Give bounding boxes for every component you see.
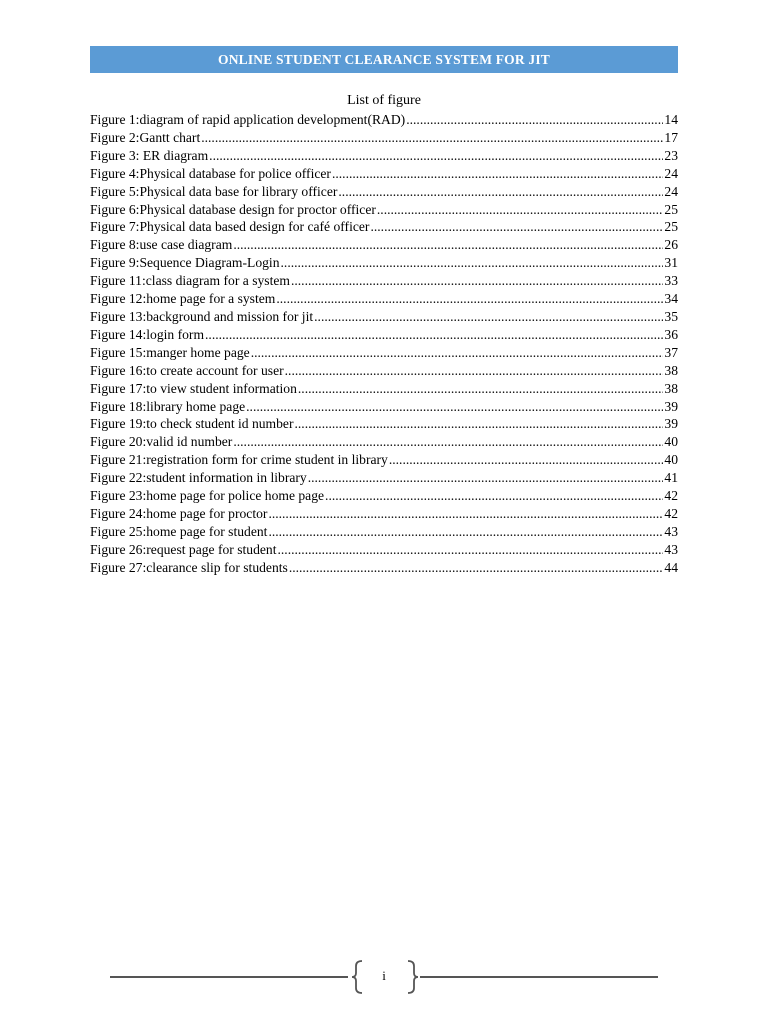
dot-leader — [332, 165, 663, 183]
figure-list-item[interactable] — [90, 344, 678, 362]
list-of-figures-title: List of figure — [347, 93, 421, 108]
list-of-figures — [90, 111, 678, 577]
figure-label: Figure 19:to check student id number — [90, 416, 294, 432]
figure-page-number: 23 — [664, 147, 678, 163]
figure-label: Figure 8:use case diagram — [90, 237, 233, 253]
figure-page-number: 35 — [664, 308, 678, 324]
figure-page-number: 33 — [664, 273, 678, 289]
figure-list-item[interactable] — [90, 380, 678, 398]
figure-list-item[interactable] — [90, 272, 678, 290]
figure-page-number: 38 — [664, 380, 678, 396]
dot-leader — [406, 111, 663, 129]
figure-list-item[interactable] — [90, 487, 678, 505]
figure-label: Figure 27:clearance slip for students — [90, 559, 288, 575]
figure-list-item[interactable] — [90, 183, 678, 201]
figure-list-item[interactable] — [90, 523, 678, 541]
dot-leader — [291, 272, 663, 290]
right-brace-icon — [406, 960, 418, 994]
figure-label: Figure 13:background and mission for jit — [90, 308, 314, 324]
figure-label: Figure 15:manger home page — [90, 344, 250, 360]
figure-label: Figure 21:registration form for crime student in library — [90, 452, 388, 468]
figure-label: Figure 4:Physical database for police officer — [90, 165, 331, 181]
footer-rule-right — [420, 976, 658, 978]
dot-leader — [298, 380, 664, 398]
figure-label: Figure 2:Gantt chart — [90, 129, 201, 145]
figure-list-item[interactable] — [90, 218, 678, 236]
figure-list-item[interactable] — [90, 147, 678, 165]
dot-leader — [377, 201, 664, 219]
figure-page-number: 44 — [664, 559, 678, 575]
figure-label: Figure 1:diagram of rapid application development(RAD) — [90, 112, 406, 127]
page-number: i — [382, 968, 386, 983]
figure-label: Figure 22:student information in library — [90, 470, 307, 486]
figure-label: Figure 9:Sequence Diagram-Login — [90, 255, 280, 271]
figure-page-number: 41 — [664, 470, 678, 486]
figure-list-item[interactable] — [90, 290, 678, 308]
figure-list-item[interactable] — [90, 505, 678, 523]
figure-label: Figure 26:request page for student — [90, 541, 277, 557]
figure-list-item[interactable] — [90, 165, 678, 183]
figure-page-number: 43 — [664, 541, 678, 557]
dot-leader — [278, 541, 664, 559]
figure-page-number: 24 — [664, 183, 678, 199]
figure-page-number: 17 — [664, 129, 678, 145]
figure-label: Figure 16:to create account for user — [90, 362, 284, 378]
dot-leader — [233, 433, 663, 451]
figure-label: Figure 24:home page for proctor — [90, 505, 268, 521]
figure-list-item[interactable] — [90, 308, 678, 326]
dot-leader — [246, 398, 663, 416]
figure-page-number: 37 — [664, 344, 678, 360]
dot-leader — [251, 344, 664, 362]
dot-leader — [338, 183, 663, 201]
figure-label: Figure 5:Physical data base for library officer — [90, 183, 338, 199]
figure-label: Figure 3: ER diagram — [90, 147, 209, 163]
figure-list-item[interactable] — [90, 236, 678, 254]
figure-page-number: 39 — [664, 398, 678, 414]
dot-leader — [209, 147, 663, 165]
figure-label: Figure 17:to view student information — [90, 380, 297, 396]
dot-leader — [268, 505, 663, 523]
dot-leader — [289, 559, 664, 577]
dot-leader — [314, 308, 663, 326]
dot-leader — [276, 290, 663, 308]
figure-page-number: 26 — [664, 237, 678, 253]
figure-page-number: 25 — [664, 219, 678, 235]
figure-page-number: 36 — [664, 326, 678, 342]
figure-page-number: 42 — [664, 505, 678, 521]
figure-list-item[interactable] — [90, 201, 678, 219]
figure-page-number: 40 — [664, 434, 678, 450]
figure-label: Figure 14:login form — [90, 326, 205, 342]
figure-page-number: 40 — [664, 452, 678, 468]
figure-list-item[interactable] — [90, 559, 678, 577]
figure-list-item[interactable] — [90, 451, 678, 469]
figure-label: Figure 23:home page for police home page — [90, 488, 325, 504]
figure-page-number: 24 — [664, 165, 678, 181]
page-footer — [110, 960, 658, 994]
figure-list-item[interactable] — [90, 254, 678, 272]
figure-page-number: 25 — [664, 201, 678, 217]
figure-page-number: 43 — [664, 523, 678, 539]
dot-leader — [205, 326, 663, 344]
figure-list-item[interactable] — [90, 362, 678, 380]
dot-leader — [201, 129, 663, 147]
figure-label: Figure 20:valid id number — [90, 434, 233, 450]
dot-leader — [233, 236, 663, 254]
dot-leader — [285, 362, 664, 380]
figure-label: Figure 12:home page for a system — [90, 291, 276, 307]
figure-label: Figure 7:Physical data based design for café officer — [90, 219, 370, 235]
dot-leader — [370, 218, 663, 236]
dot-leader — [281, 254, 664, 272]
figure-label: Figure 6:Physical database design for proctor officer — [90, 201, 376, 217]
document-header-band — [90, 46, 678, 73]
document-title: ONLINE STUDENT CLEARANCE SYSTEM FOR JIT — [218, 51, 550, 67]
figure-list-item[interactable] — [90, 469, 678, 487]
figure-label: Figure 18:library home page — [90, 398, 246, 414]
figure-label: Figure 11:class diagram for a system — [90, 273, 290, 289]
dot-leader — [389, 451, 664, 469]
dot-leader — [325, 487, 663, 505]
figure-label: Figure 25:home page for student — [90, 523, 268, 539]
figure-page-number: 39 — [664, 416, 678, 432]
figure-list-item[interactable] — [90, 541, 678, 559]
figure-page-number: 31 — [664, 255, 678, 271]
dot-leader — [308, 469, 664, 487]
figure-list-item[interactable] — [90, 415, 678, 433]
figure-list-item[interactable] — [90, 326, 678, 344]
figure-page-number: 42 — [664, 488, 678, 504]
figure-page-number: 14 — [664, 112, 678, 127]
dot-leader — [295, 415, 664, 433]
dot-leader — [268, 523, 663, 541]
figure-list-item[interactable] — [90, 398, 678, 416]
figure-list-item[interactable] — [90, 129, 678, 147]
figure-list-item[interactable] — [90, 111, 678, 129]
figure-page-number: 34 — [664, 291, 678, 307]
figure-list-item[interactable] — [90, 433, 678, 451]
figure-page-number: 38 — [664, 362, 678, 378]
